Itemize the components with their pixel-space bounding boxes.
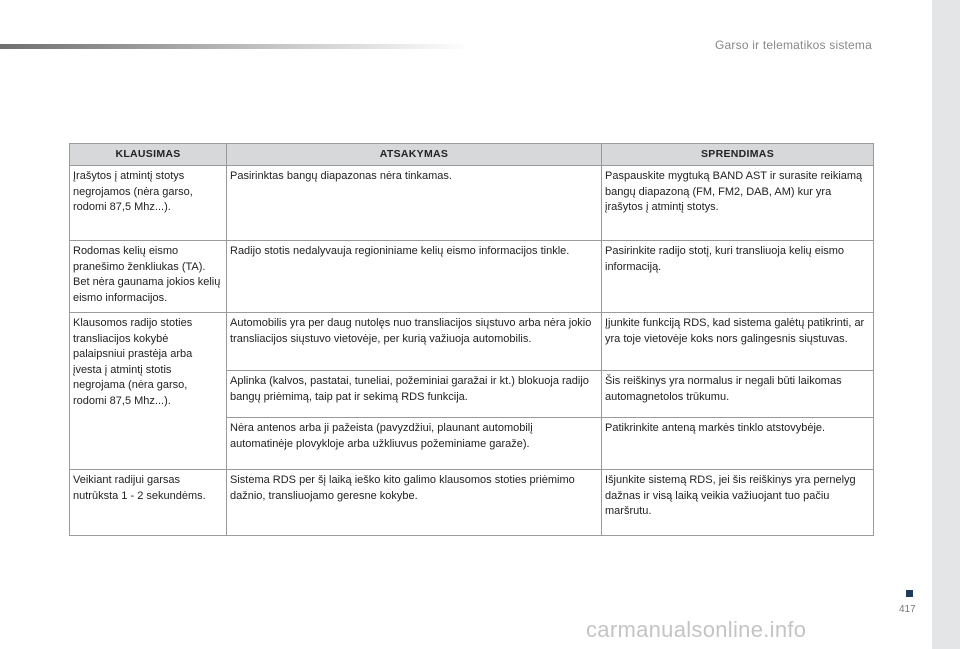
- answer-cell: Radijo stotis nedalyvauja regioniniame kelių eismo informacijos tinkle.: [227, 241, 602, 313]
- table-header-row: [70, 144, 874, 166]
- section-title: Garso ir telematikos sistema: [715, 38, 872, 52]
- column-header-solution: SPRENDIMAS: [602, 144, 874, 166]
- solution-cell: Išjunkite sistemą RDS, jei šis reiškinys yra pernelyg dažnas ir visą laiką veikia važiuojant tuo pačiu maršrutu.: [602, 470, 874, 536]
- column-header-answer: ATSAKYMAS: [227, 144, 602, 166]
- answer-cell: Sistema RDS per šį laiką ieško kito galimo klausomos stoties priėmimo dažnio, transliuojamo geresne kokybe.: [227, 470, 602, 536]
- solution-cell: Įjunkite funkciją RDS, kad sistema galėtų patikrinti, ar yra toje vietovėje koks nors galingesnis siųstuvas.: [602, 313, 874, 371]
- question-cell: Rodomas kelių eismo pranešimo ženkliukas (TA). Bet nėra gaunama jokios kelių eismo informacijos.: [70, 241, 227, 313]
- table-row: [70, 470, 874, 536]
- solution-cell: Šis reiškinys yra normalus ir negali būti laikomas automagnetolos trūkumu.: [602, 371, 874, 418]
- watermark: carmanualsonline.info: [586, 617, 807, 642]
- troubleshooting-table: [69, 143, 874, 536]
- table-row: [70, 166, 874, 241]
- question-cell: Klausomos radijo stoties transliacijos kokybė palaipsniui prastėja arba įvesta į atmintį stotis negrojama (nėra garso, rodomi 87,5 Mhz...).: [70, 313, 227, 470]
- answer-cell: Automobilis yra per daug nutolęs nuo transliacijos siųstuvo arba nėra jokio transliacijos siųstuvo vietovėje, per kurią važiuoja automobilis.: [227, 313, 602, 371]
- answer-cell: Nėra antenos arba ji pažeista (pavyzdžiui, plaunant automobilį automatinėje plovykloje arba užkliuvus požeminiame garaže).: [227, 418, 602, 470]
- solution-cell: Paspauskite mygtuką BAND AST ir surasite reikiamą bangų diapazoną (FM, FM2, DAB, AM) kur yra įrašytos į atmintį stotys.: [602, 166, 874, 241]
- question-cell: Veikiant radijui garsas nutrūksta 1 - 2 sekundėms.: [70, 470, 227, 536]
- column-header-question: KLAUSIMAS: [70, 144, 227, 166]
- page-marker-square: [906, 590, 913, 597]
- table-row: [70, 241, 874, 313]
- page-side-band: [932, 0, 960, 649]
- solution-cell: Patikrinkite anteną markės tinklo atstovybėje.: [602, 418, 874, 470]
- header-gradient-bar: [0, 44, 470, 49]
- page-number: 417: [899, 604, 916, 615]
- answer-cell: Aplinka (kalvos, pastatai, tuneliai, požeminiai garažai ir kt.) blokuoja radijo bangų priėmimą, taip pat ir sekimą RDS funkcija.: [227, 371, 602, 418]
- question-cell: Įrašytos į atmintį stotys negrojamos (nėra garso, rodomi 87,5 Mhz...).: [70, 166, 227, 241]
- solution-cell: Pasirinkite radijo stotį, kuri transliuoja kelių eismo informaciją.: [602, 241, 874, 313]
- answer-cell: Pasirinktas bangų diapazonas nėra tinkamas.: [227, 166, 602, 241]
- table-row: [70, 313, 874, 371]
